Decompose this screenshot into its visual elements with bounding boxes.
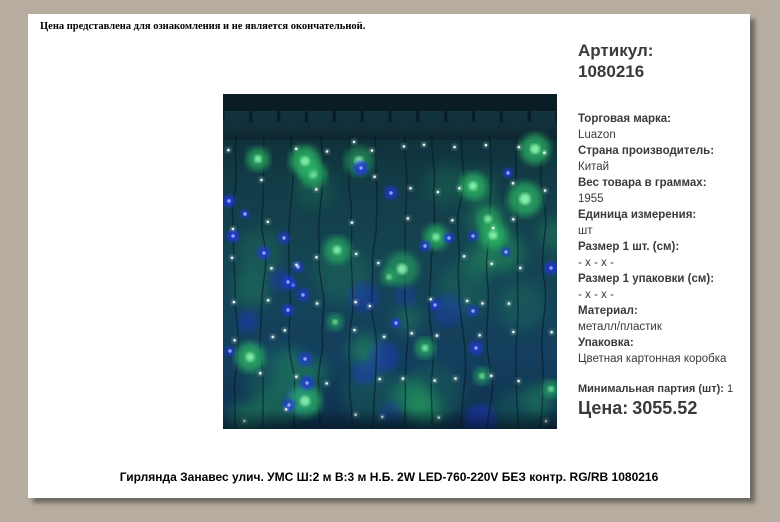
article-block (578, 40, 750, 82)
spec-label: Страна производитель: (578, 145, 715, 157)
spec-value: 1955 (578, 193, 604, 205)
article-label: Артикул: (578, 41, 654, 60)
min-batch-label: Минимальная партия (шт): (578, 383, 724, 395)
product-title: Гирлянда Занавес улич. УМС Ш:2 м В:3 м Н.Б. 2W LED-760-220V БЕЗ контр. RG/RB 1080216 (119, 470, 659, 484)
spec-label: Единица измерения: (578, 209, 697, 221)
spec-value: Цветная картонная коробка (578, 353, 727, 365)
spec-value: Китай (578, 161, 610, 173)
product-photo (223, 94, 557, 429)
catalog-card (28, 14, 750, 498)
spec-label: Вес товара в граммах: (578, 177, 707, 189)
product-photo-svg (223, 94, 557, 429)
spec-label: Упаковка: (578, 337, 634, 349)
price-line (578, 398, 750, 419)
min-batch-value: 1 (726, 383, 734, 395)
curtain-top-bar (223, 94, 557, 111)
price-label: Цена: (578, 398, 629, 418)
specs-list (578, 111, 750, 367)
spec-value: шт (578, 225, 593, 237)
spec-label: Размер 1 шт. (см): (578, 241, 680, 253)
spec-label: Торговая марка: (578, 113, 671, 125)
min-batch-line (578, 383, 750, 395)
spec-value: - х - х - (578, 257, 614, 269)
spec-label: Размер 1 упаковки (см): (578, 273, 715, 285)
price-value: 3055.52 (632, 398, 698, 418)
article-number: 1080216 (578, 62, 645, 81)
photo-bottom-shade (223, 409, 557, 429)
price-disclaimer: Цена представлена для ознакомления и не является окончательной. (40, 21, 366, 32)
spec-value: металл/пластик (578, 321, 662, 333)
spec-label: Материал: (578, 305, 638, 317)
spec-value: - х - х - (578, 289, 614, 301)
spec-value: Luazon (578, 129, 616, 141)
